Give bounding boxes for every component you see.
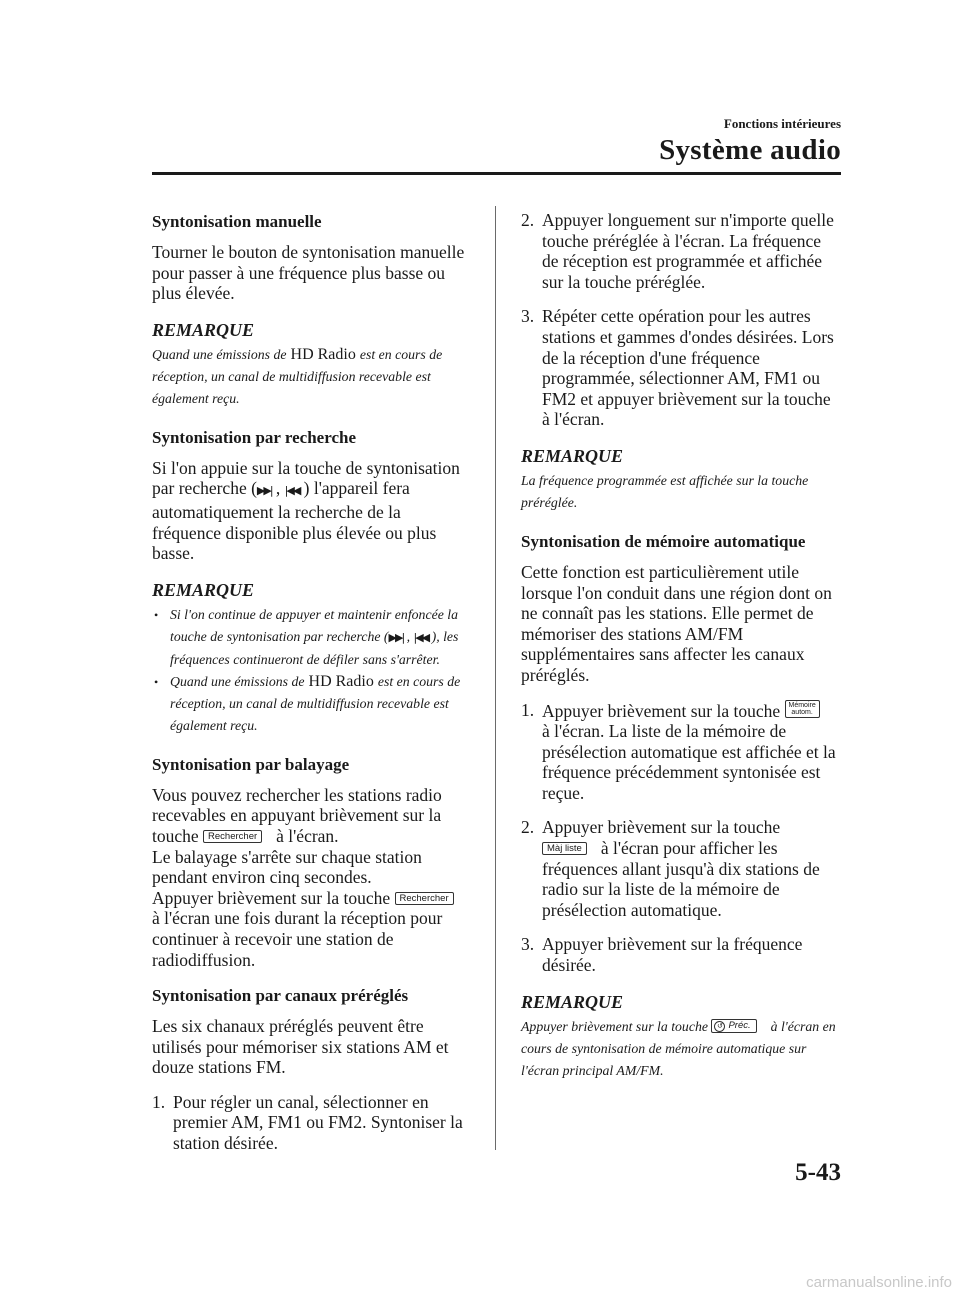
list-item	[521, 306, 841, 430]
heading-manual-tuning: Syntonisation manuelle	[152, 212, 322, 231]
list-item	[521, 934, 841, 975]
note-text: ), les fréquences continueront de défiler sans s'arrêter.	[170, 628, 459, 667]
prec-button[interactable]	[711, 1019, 756, 1033]
note-text: est en cours de réception, un canal de multidiffusion recevable est également reçu.	[170, 673, 461, 733]
maj-liste-button[interactable]: Màj liste	[542, 842, 587, 855]
button-line-2: autom.	[791, 708, 813, 716]
remarque-label: REMARQUE	[521, 991, 624, 1012]
heading-seek-tuning: Syntonisation par recherche	[152, 427, 357, 447]
rechercher-button[interactable]: Rechercher	[395, 892, 454, 905]
separator: ,	[275, 478, 281, 499]
body-text: à l'écran pour afficher les fréquences allant jusqu'à dix stations de radio sur la liste de la mémoire de présélection automatique.	[542, 838, 820, 920]
scan-body-2: Le balayage s'arrête sur chaque station pendant environ cinq secondes.	[152, 846, 422, 888]
page-number: 5-43	[795, 1159, 841, 1186]
memoire-autom-button[interactable]	[785, 700, 820, 718]
auto-memory-body: Cette fonction est particulièrement utile lorsque l'on conduit dans une région dont on ne connaît pas les stations. Elle permet de mémoriser des stations AM/FM supplémentaires sans affecter les canaux préréglés.	[521, 561, 832, 685]
body-text: ) l'appareil fera automatiquement la recherche de la fréquence disponible plus élevée ou plus basse.	[152, 478, 437, 564]
body-text: Appuyer brièvement sur la touche	[152, 887, 391, 908]
button-line-1: Mémoire	[788, 701, 816, 709]
note-text: Appuyer brièvement sur la touche	[521, 1018, 708, 1034]
step-number: 1.	[152, 1091, 166, 1112]
right-column	[521, 210, 841, 1098]
body-text: à l'écran une fois durant la réception pour continuer à recevoir une station de radiodiffusion.	[152, 908, 443, 970]
button-label: Préc.	[728, 1019, 751, 1031]
remarque-label: REMARQUE	[152, 579, 255, 600]
list-item	[521, 817, 841, 920]
back-arrow-icon: ↺	[714, 1021, 725, 1032]
step-text	[542, 700, 841, 804]
page-title: Système audio	[659, 134, 841, 166]
header-rule	[152, 172, 841, 175]
hd-radio-logo: HD Radio	[308, 672, 374, 690]
list-item	[152, 1092, 472, 1154]
step-text: Pour régler un canal, sélectionner en premier AM, FM1 ou FM2. Syntoniser la station désirée.	[173, 1091, 463, 1154]
note-hd-radio	[152, 344, 472, 410]
auto-memory-steps	[521, 700, 841, 976]
remarque-label: REMARQUE	[152, 319, 255, 340]
step-number: 2.	[521, 817, 535, 838]
left-column	[152, 210, 472, 1168]
step-number: 3.	[521, 306, 535, 327]
note-text: Quand une émissions de	[170, 673, 305, 689]
step-number: 1.	[521, 699, 535, 720]
body-text: à l'écran. La liste de la mémoire de présélection automatique est affichée et la fréquence précédemment syntonisée est reçue.	[542, 721, 836, 803]
preset-steps	[152, 1092, 472, 1154]
heading-scan-tuning: Syntonisation par balayage	[152, 754, 350, 774]
seek-back-icon: |◀◀	[284, 484, 300, 498]
heading-auto-memory: Syntonisation de mémoire automatique	[521, 531, 806, 551]
seek-back-icon: |◀◀	[413, 630, 429, 644]
body-text: Si l'on appuie sur la touche de syntonisation par recherche (	[152, 457, 460, 499]
step-text: Répéter cette opération pour les autres stations et gammes d'ondes désirées. Lors de la réception d'une fréquence programmée, sélectionner AM, FM1 ou FM2 et appuyer brièvement sur la touche à l'écran.	[542, 306, 834, 430]
seek-forward-icon: ▶▶|	[388, 630, 404, 644]
remarque-label: REMARQUE	[521, 445, 624, 466]
note-auto-memory	[521, 1016, 841, 1082]
seek-forward-icon: ▶▶|	[256, 484, 272, 498]
note-text: Si l'on continue de appuyer et maintenir enfoncée la touche de syntonisation par recherche (	[170, 606, 459, 644]
scan-body-1	[152, 785, 472, 847]
separator: ,	[406, 628, 411, 644]
seek-tuning-body	[152, 458, 472, 564]
column-divider	[495, 206, 496, 1150]
note-bullet	[152, 604, 472, 671]
step-text: Appuyer longuement sur n'importe quelle touche préréglée à l'écran. La fréquence de réception est programmée et affichée sur la touche préréglée.	[542, 210, 834, 292]
note-preset: La fréquence programmée est affichée sur la touche préréglée.	[521, 472, 809, 510]
list-item	[521, 700, 841, 804]
preset-steps-continued	[521, 210, 841, 430]
body-text: à l'écran.	[276, 825, 339, 846]
body-text: Appuyer brièvement sur la touche	[542, 700, 781, 721]
watermark: carmanualsonline.info	[806, 1274, 952, 1291]
note-text: à l'écran en cours de syntonisation de mémoire automatique sur l'écran principal AM/FM.	[521, 1018, 836, 1078]
step-text	[542, 817, 841, 920]
note-text: Quand une émissions de	[152, 346, 287, 362]
section-header: Fonctions intérieures	[723, 116, 841, 131]
body-text: Vous pouvez rechercher les stations radio recevables en appuyant brièvement sur la touche	[152, 784, 442, 846]
note-bullet	[152, 671, 472, 737]
note-seek	[152, 604, 472, 737]
note-text: est en cours de réception, un canal de multidiffusion recevable est également reçu.	[152, 346, 443, 406]
manual-tuning-body: Tourner le bouton de syntonisation manuelle pour passer à une fréquence plus basse ou plus élevée.	[152, 242, 465, 304]
body-text: Appuyer brièvement sur la touche	[542, 817, 781, 838]
step-number: 3.	[521, 934, 535, 955]
step-text: Appuyer brièvement sur la fréquence désirée.	[542, 934, 803, 976]
heading-preset-tuning: Syntonisation par canaux préréglés	[152, 986, 409, 1006]
step-number: 2.	[521, 210, 535, 230]
rechercher-button[interactable]: Rechercher	[203, 830, 262, 843]
list-item	[521, 210, 841, 292]
scan-body-3	[152, 888, 472, 970]
preset-body: Les six chanaux préréglés peuvent être utilisés pour mémoriser six stations AM et douze stations FM.	[152, 1016, 449, 1078]
hd-radio-logo: HD Radio	[290, 345, 356, 363]
